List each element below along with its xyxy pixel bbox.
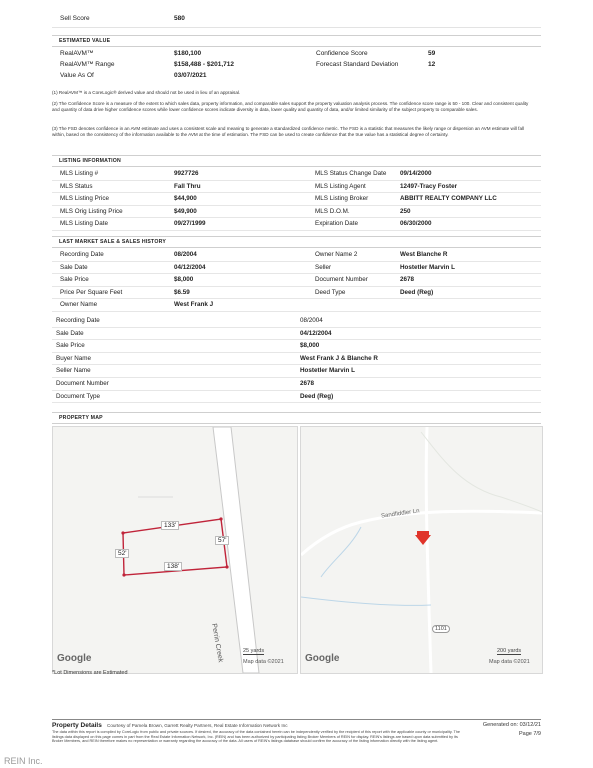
map-scale: 200 yards bbox=[497, 648, 522, 654]
lot-dimension-bottom: 138' bbox=[164, 562, 182, 571]
row-value: Hostetler Marvin L bbox=[300, 367, 355, 375]
lot-dimension-left: 52' bbox=[115, 549, 129, 558]
row-label: MLS Listing Agent bbox=[315, 182, 366, 190]
table-row bbox=[52, 287, 541, 300]
realavm-value: $180,100 bbox=[174, 50, 202, 57]
fsd-value: 12 bbox=[428, 61, 436, 68]
row-value: Fall Thru bbox=[174, 182, 201, 190]
row-label: Seller bbox=[315, 263, 332, 271]
divider bbox=[52, 27, 541, 28]
row-label: Buyer Name bbox=[56, 354, 91, 362]
realavm-range-label: RealAVM™ Range bbox=[60, 61, 115, 68]
row-value: $44,900 bbox=[174, 195, 197, 203]
lot-corner bbox=[225, 565, 228, 568]
footer-courtesy: Courtesy of Pamela Brown, Garrett Realty Partners, Real Estate Information Network Inc bbox=[107, 723, 288, 728]
stream bbox=[301, 597, 431, 605]
section-header-last-market-sale: LAST MARKET SALE & SALES HISTORY bbox=[52, 236, 541, 248]
parcel-map-graphic bbox=[53, 427, 297, 673]
row-label: Document Number bbox=[56, 379, 109, 387]
row-value: West Frank J & Blanche R bbox=[300, 354, 378, 362]
note-1: (1) RealAVM™ is a CoreLogic® derived value and should not be used in lieu of an appraisal. bbox=[52, 90, 241, 95]
table-row bbox=[52, 218, 541, 231]
footer-divider bbox=[52, 719, 541, 720]
table-row bbox=[52, 365, 541, 378]
lot-corner bbox=[121, 531, 124, 534]
row-label: MLS Status Change Date bbox=[315, 170, 387, 177]
row-label: Sale Price bbox=[60, 276, 89, 284]
row-value: $8,000 bbox=[300, 342, 320, 350]
note-2: (2) The Confidence Score is a measure of the extent to which sales data, property information, and comparable sales support the property valuation analysis process. The confidence score range is 50 - 100. Clear and consistent quality and quantity of data drive higher confidence scores while lower confidence scores indicate diversity in data, lower quality and quantity of data, and/or limited similarity of the subject property to comparable sales. bbox=[52, 101, 529, 112]
sales-history-rows bbox=[52, 315, 541, 403]
road-1101 bbox=[426, 427, 431, 673]
table-row bbox=[52, 378, 541, 391]
route-shield-1101: 1101 bbox=[432, 625, 450, 633]
note-3: (3) The FSD denotes confidence in an AVM estimate and uses a consistent scale and meaning to generate a standardized confidence metric. The FSD is a statistic that measures the likely range or dispersion an AVM estimate will fall within, based on the consistency of the information available to the AVM at the time of estimation. The FSD can be used to create confidence that the true value has a statistical degree of certainty. bbox=[52, 126, 525, 137]
row-label: Seller Name bbox=[56, 367, 91, 375]
row-value: Deed (Reg) bbox=[400, 288, 434, 296]
table-row bbox=[52, 193, 541, 206]
last-sale-rows bbox=[52, 249, 541, 312]
row-label: MLS Listing Broker bbox=[315, 195, 369, 203]
faint-line bbox=[421, 432, 542, 512]
row-label: Document Type bbox=[56, 392, 100, 400]
realavm-label: RealAVM™ bbox=[60, 50, 94, 57]
google-logo: Google bbox=[305, 653, 340, 664]
row-value: 08/2004 bbox=[300, 317, 323, 324]
google-logo: Google bbox=[57, 653, 92, 664]
row-value: Hostetler Marvin L bbox=[400, 263, 455, 271]
row-label: Expiration Date bbox=[315, 220, 359, 228]
row-label: Recording Date bbox=[56, 317, 100, 324]
table-row bbox=[52, 262, 541, 275]
table-row bbox=[52, 328, 541, 341]
map-data-credit: Map data ©2021 bbox=[489, 659, 530, 665]
lot-corner bbox=[219, 517, 222, 520]
row-label: Sale Date bbox=[60, 263, 88, 271]
row-label: MLS Listing Price bbox=[60, 195, 109, 203]
footer-disclaimer: The data within this report is compiled by CoreLogic from public and private sources. If desired, the accuracy of the data contained herein can be independently verified by the recipient of this report with the applicable county or municipality. The listings data displayed on this page comes in part from the Real Estate Information Network, Inc. (REIN) and has been authorized by participating listing Broker Members of REIN for display. REIN's listings are based upon data submitted by its Broker Members, and REIN therefore makes no representation or warranty regarding the accuracy of the data. All users of REIN's listings database should confirm the accuracy of the listing information directly with the listing agent. bbox=[52, 730, 461, 744]
row-value: 12497-Tracy Foster bbox=[400, 182, 458, 190]
row-value: 2678 bbox=[400, 276, 415, 284]
location-marker-cap bbox=[417, 531, 429, 537]
lot-dimension-top: 133' bbox=[161, 521, 179, 530]
watermark: REIN Inc. bbox=[4, 756, 43, 766]
table-row bbox=[52, 353, 541, 366]
row-value: $8,000 bbox=[174, 276, 194, 284]
table-row bbox=[52, 315, 541, 328]
row-value: 09/27/1999 bbox=[174, 220, 206, 228]
location-map[interactable] bbox=[300, 426, 543, 674]
page-number: Page 7/9 bbox=[518, 731, 541, 737]
row-label: Sale Price bbox=[56, 342, 85, 350]
section-header-property-map: PROPERTY MAP bbox=[52, 412, 541, 424]
realavm-range-value: $158,488 - $201,712 bbox=[174, 61, 234, 68]
value-as-of-label: Value As Of bbox=[60, 72, 94, 79]
row-value: ABBITT REALTY COMPANY LLC bbox=[400, 195, 497, 203]
row-value: West Blanche R bbox=[400, 251, 448, 258]
row-label: Deed Type bbox=[315, 288, 346, 296]
table-row bbox=[52, 249, 541, 262]
table-row bbox=[52, 206, 541, 219]
table-row bbox=[52, 274, 541, 287]
sell-score-value: 580 bbox=[174, 15, 185, 22]
table-row bbox=[52, 168, 541, 181]
row-value: $6.59 bbox=[174, 288, 190, 296]
location-map-graphic bbox=[301, 427, 542, 673]
lot-corner bbox=[122, 573, 125, 576]
row-label: MLS D.O.M. bbox=[315, 207, 350, 215]
row-value: West Frank J bbox=[174, 301, 214, 309]
row-label: Recording Date bbox=[60, 251, 104, 258]
row-label: Owner Name bbox=[60, 301, 98, 309]
row-value: $49,900 bbox=[174, 207, 197, 215]
table-row bbox=[52, 391, 541, 404]
section-header-listing-information: LISTING INFORMATION bbox=[52, 155, 541, 167]
section-header-estimated-value: ESTIMATED VALUE bbox=[52, 35, 541, 47]
sell-score-label: Sell Score bbox=[60, 15, 90, 22]
lot-dimension-right: 57' bbox=[215, 536, 229, 545]
row-label: MLS Orig Listing Price bbox=[60, 207, 123, 215]
row-value: 06/30/2000 bbox=[400, 220, 432, 228]
row-value: 08/2004 bbox=[174, 251, 197, 258]
generated-date: Generated on: 03/12/21 bbox=[482, 722, 541, 728]
table-row bbox=[52, 340, 541, 353]
row-value: 09/14/2000 bbox=[400, 170, 432, 177]
row-label: Price Per Square Feet bbox=[60, 288, 123, 296]
road-label-sandfiddler: Sandfiddler Ln bbox=[380, 508, 420, 520]
row-label: MLS Listing # bbox=[60, 170, 99, 177]
road-shape bbox=[213, 427, 259, 673]
row-value: 04/12/2004 bbox=[300, 329, 332, 337]
row-label: Document Number bbox=[315, 276, 368, 284]
row-label: MLS Listing Date bbox=[60, 220, 108, 228]
map-scale: 25 yards bbox=[243, 648, 265, 654]
row-value: Deed (Reg) bbox=[300, 392, 334, 400]
table-row bbox=[52, 299, 541, 312]
parcel-map[interactable] bbox=[52, 426, 298, 674]
fsd-label: Forecast Standard Deviation bbox=[316, 61, 399, 68]
map-data-credit: Map data ©2021 bbox=[243, 659, 284, 665]
table-row bbox=[52, 181, 541, 194]
row-label: MLS Status bbox=[60, 182, 93, 190]
row-value: 04/12/2004 bbox=[174, 263, 206, 271]
confidence-score-label: Confidence Score bbox=[316, 50, 368, 57]
row-value: 250 bbox=[400, 207, 411, 215]
lot-dimension-note: *Lot Dimensions are Estimated bbox=[52, 670, 128, 676]
footer-title: Property Details bbox=[52, 722, 102, 729]
confidence-score-value: 59 bbox=[428, 50, 436, 57]
row-value: 2678 bbox=[300, 379, 315, 387]
row-label: Owner Name 2 bbox=[315, 251, 358, 258]
listing-rows bbox=[52, 168, 541, 231]
row-label: Sale Date bbox=[56, 329, 84, 337]
road-label-perrin-creek: Perrin Creek bbox=[210, 623, 224, 663]
row-value: 9927726 bbox=[174, 170, 199, 177]
value-as-of-value: 03/07/2021 bbox=[174, 72, 207, 79]
